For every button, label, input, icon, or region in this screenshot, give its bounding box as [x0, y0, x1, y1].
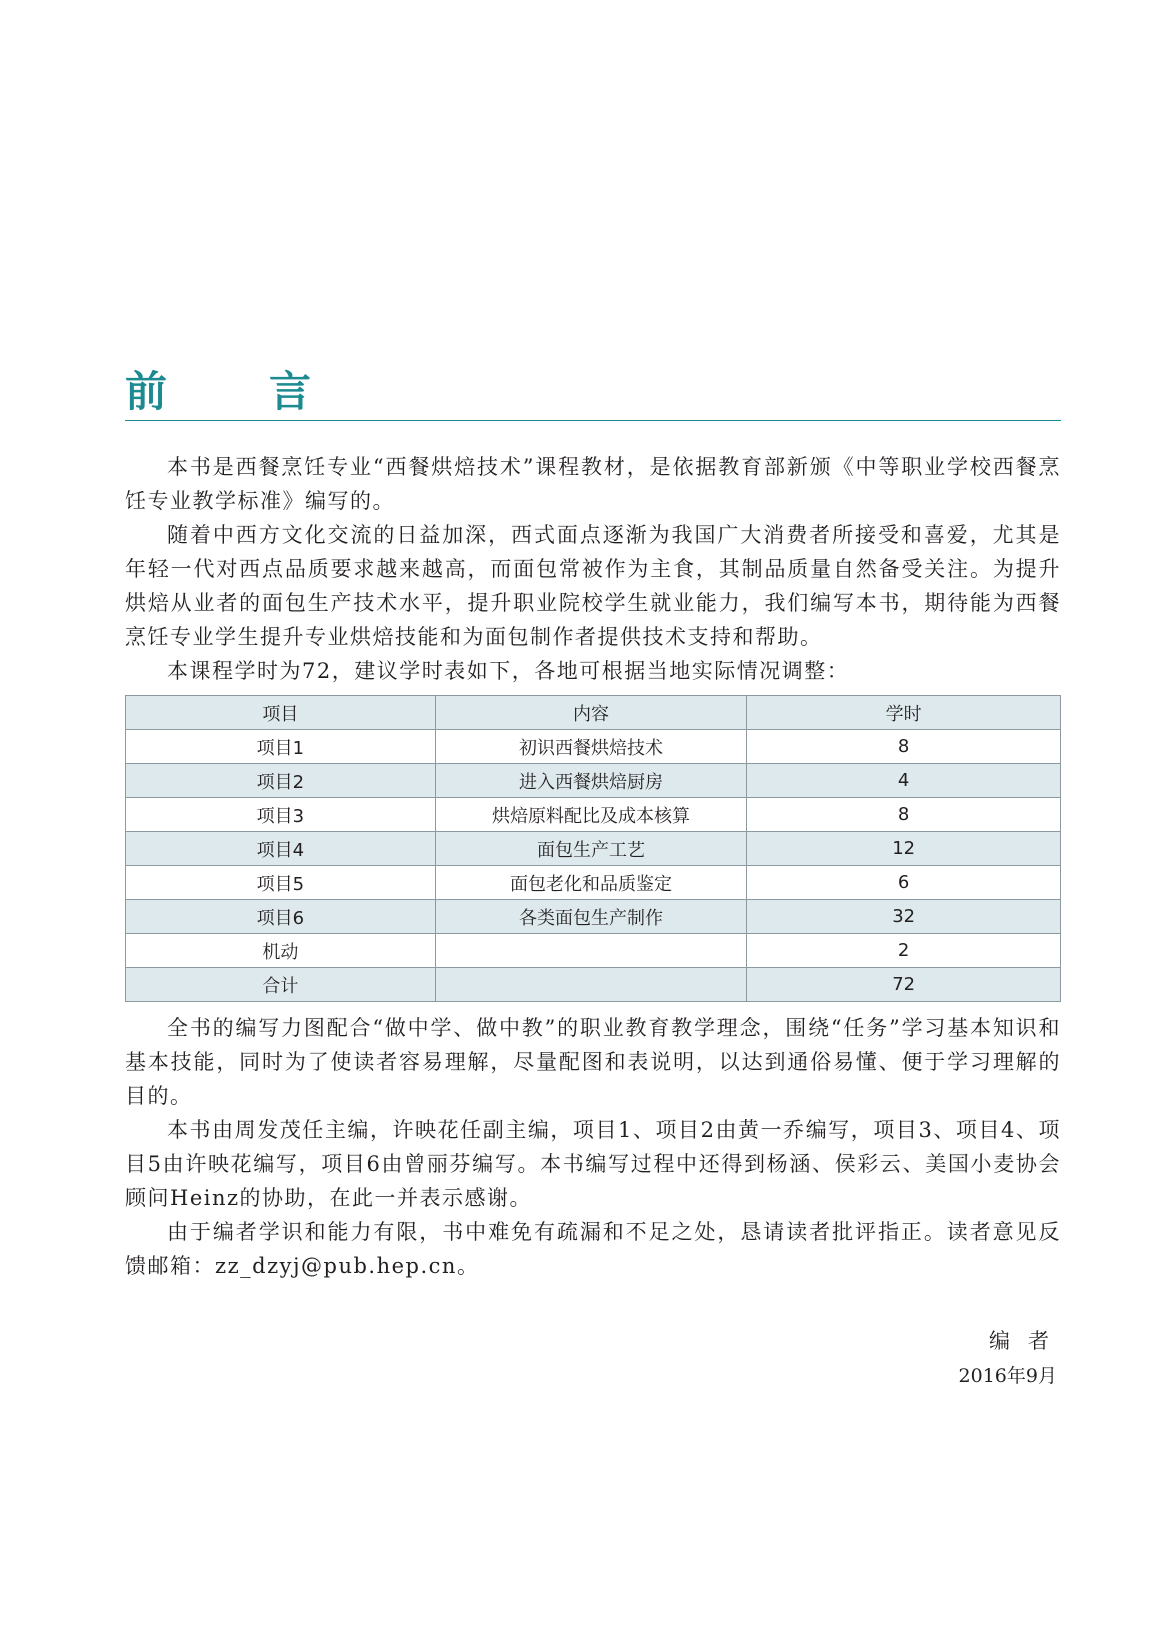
table-cell: 项目1	[126, 730, 436, 764]
table-cell: 项目5	[126, 866, 436, 900]
table-cell: 72	[747, 968, 1061, 1002]
table-cell: 项目2	[126, 764, 436, 798]
table-cell: 8	[747, 798, 1061, 832]
table-row	[126, 968, 1061, 1002]
table-row	[126, 900, 1061, 934]
table-cell: 烘焙原料配比及成本核算	[435, 798, 747, 832]
table-cell: 机动	[126, 934, 436, 968]
table-cell	[435, 934, 747, 968]
intro-text	[125, 450, 1061, 688]
table-cell: 4	[747, 764, 1061, 798]
table-row	[126, 934, 1061, 968]
paragraph: 全书的编写力图配合“做中学、做中教”的职业教育教学理念，围绕“任务”学习基本知识和基本技能，同时为了使读者容易理解，尽量配图和表说明，以达到通俗易懂、便于学习理解的目的。	[125, 1016, 1061, 1108]
table-cell: 面包生产工艺	[435, 832, 747, 866]
closing-text	[125, 1011, 1061, 1283]
table-cell: 合计	[126, 968, 436, 1002]
table-cell: 项目3	[126, 798, 436, 832]
signature-author: 编者	[989, 1329, 1067, 1353]
table-cell: 8	[747, 730, 1061, 764]
column-header: 内容	[435, 696, 747, 730]
column-header: 项目	[126, 696, 436, 730]
paragraph: 本书是西餐烹饪专业“西餐烘焙技术”课程教材，是依据教育部新颁《中等职业学校西餐烹饪专业教学标准》编写的。	[125, 455, 1061, 513]
table-row	[126, 730, 1061, 764]
page-title: 前 言	[125, 367, 342, 416]
paragraph: 随着中西方文化交流的日益加深，西式面点逐渐为我国广大消费者所接受和喜爱，尤其是年轻一代对西点品质要求越来越高，而面包常被作为主食，其制品质量自然备受关注。为提升烘焙从业者的面包生产技术水平，提升职业院校学生就业能力，我们编写本书，期待能为西餐烹饪专业学生提升专业烘焙技能和为面包制作者提供技术支持和帮助。	[125, 523, 1061, 649]
paragraph: 由于编者学识和能力有限，书中难免有疏漏和不足之处，恳请读者批评指正。读者意见反馈邮箱：zz_dzyj@pub.hep.cn。	[125, 1220, 1061, 1278]
table-cell: 各类面包生产制作	[435, 900, 747, 934]
table-row	[126, 798, 1061, 832]
table-cell: 2	[747, 934, 1061, 968]
column-header: 学时	[747, 696, 1061, 730]
paragraph: 本课程学时为72，建议学时表如下，各地可根据当地实际情况调整：	[167, 659, 850, 683]
table-cell: 项目4	[126, 832, 436, 866]
table-row	[126, 832, 1061, 866]
table-cell: 6	[747, 866, 1061, 900]
title-divider	[125, 420, 1061, 421]
table-cell: 面包老化和品质鉴定	[435, 866, 747, 900]
table-cell: 12	[747, 832, 1061, 866]
paragraph: 本书由周发茂任主编，许映花任副主编，项目1、项目2由黄一乔编写，项目3、项目4、项目5由许映花编写，项目6由曾丽芬编写。本书编写过程中还得到杨涵、侯彩云、美国小麦协会顾问Heinz的协助，在此一并表示感谢。	[125, 1118, 1061, 1210]
table-cell: 32	[747, 900, 1061, 934]
table-header-row	[126, 696, 1061, 730]
table-row	[126, 866, 1061, 900]
schedule-table	[125, 695, 1061, 1002]
table-cell: 初识西餐烘焙技术	[435, 730, 747, 764]
table-cell: 项目6	[126, 900, 436, 934]
signature-date: 2016年9月	[958, 1365, 1057, 1387]
table-cell: 进入西餐烘焙厨房	[435, 764, 747, 798]
table-row	[126, 764, 1061, 798]
table-cell	[435, 968, 747, 1002]
